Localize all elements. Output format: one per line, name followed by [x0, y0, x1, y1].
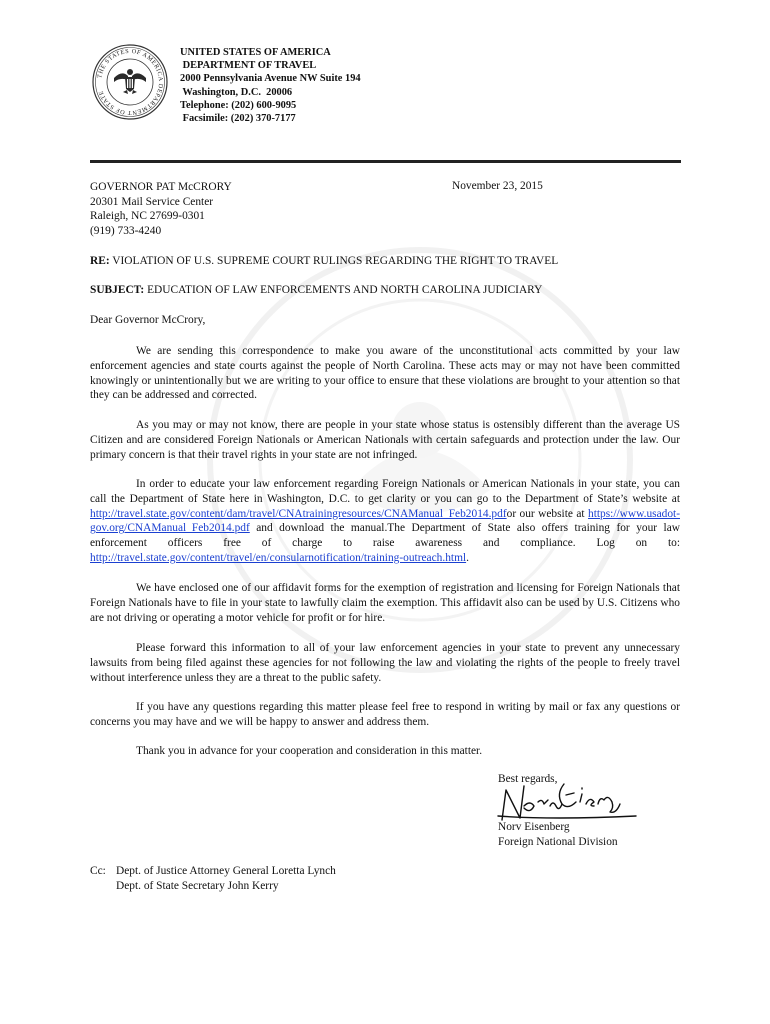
- body-paragraph-7: [90, 744, 680, 759]
- header-divider: [90, 160, 681, 163]
- letterhead-line: Telephone: (202) 600-9095: [180, 99, 297, 111]
- carbon-copy-list: [90, 864, 336, 894]
- subject-label: SUBJECT:: [90, 284, 145, 296]
- re-label: RE:: [90, 255, 110, 267]
- paragraph-text: and download the manual.The Department of State also offers training for your law enforcement officers free of charge to raise awareness and compliance. Log on to:: [90, 522, 680, 550]
- subject-line: [90, 284, 542, 296]
- body-paragraph-5: [90, 641, 680, 685]
- letter-date: November 23, 2015: [452, 180, 543, 192]
- recipient-name: GOVERNOR PAT McCRORY: [90, 181, 232, 193]
- paragraph-text: Please forward this information to all of your law enforcement agencies in your state to prevent any unnecessary lawsuits from being filed against these agencies for not following the law and violating the rights of the people to freely travel without interference unless they are a threat to the public safety.: [90, 642, 680, 684]
- paragraph-text: .: [466, 551, 469, 564]
- recipient-address: [90, 180, 232, 238]
- letterhead-line: UNITED STATES OF AMERICA: [180, 47, 331, 58]
- body-paragraph-3: [90, 477, 680, 566]
- body-paragraph-2: [90, 418, 680, 462]
- paragraph-text: We have enclosed one of our affidavit forms for the exemption of registration and licensing for Foreign Nationals that Foreign Nationals have to file in your state to lawfully claim the exemption. This affidavit also can be used by U.S. Citizens who are not driving or operating a motor vehicle for profit or for hire.: [90, 582, 680, 624]
- salutation: Dear Governor McCrory,: [90, 314, 206, 326]
- paragraph-text: Thank you in advance for your cooperation and consideration in this matter.: [136, 745, 483, 757]
- letterhead-line: Facsimile: (202) 370-7177: [180, 113, 296, 125]
- re-text: VIOLATION OF U.S. SUPREME COURT RULINGS REGARDING THE RIGHT TO TRAVEL: [109, 255, 559, 267]
- recipient-address-line-2: Raleigh, NC 27699-0301: [90, 210, 205, 223]
- body-paragraph-4: [90, 581, 680, 625]
- subject-text: EDUCATION OF LAW ENFORCEMENTS AND NORTH CAROLINA JUDICIARY: [144, 284, 543, 296]
- letterhead-address: [180, 46, 361, 125]
- training-outreach-link[interactable]: http://travel.state.gov/content/travel/en/consularnotification/training-outreach.html: [90, 551, 467, 564]
- cc-recipient-2: Dept. of State Secretary John Kerry: [116, 880, 279, 892]
- usadot-manual-link[interactable]: https://www.usadot-gov.org/CNAManual_Feb2014.pdf: [90, 507, 680, 535]
- recipient-phone: (919) 733-4240: [90, 224, 162, 237]
- cc-label: Cc:: [90, 865, 106, 877]
- seal-text: THE STATES OF AMERICA DEPARTMENT OF STATE: [96, 47, 165, 117]
- paragraph-text: or our website at: [506, 507, 589, 520]
- re-line: [90, 255, 558, 267]
- body-paragraph-1: [90, 344, 680, 403]
- state-dept-manual-link[interactable]: http://travel.state.gov/content/dam/travel/CNAtrainingresources/CNAManual_Feb2014.pdf: [90, 507, 507, 520]
- cc-recipient-1: Dept. of Justice Attorney General Loretta Lynch: [116, 865, 336, 877]
- department-seal-logo: [92, 44, 168, 120]
- paragraph-text: If you have any questions regarding this matter please feel free to respond in writing by mail or fax any questions or concerns you may have and we will be happy to answer and address them.: [90, 701, 680, 728]
- letterhead-line: 2000 Pennsylvania Avenue NW Suite 194: [180, 73, 361, 85]
- signer-name: Norv Eisenberg: [498, 821, 570, 833]
- signer-title: Foreign National Division: [498, 836, 618, 848]
- paragraph-text: As you may or may not know, there are people in your state whose status is ostensibly different than the average US Citizen and are considered Foreign Nationals or American Nationals with certain safeguards and protection under the law. Our primary concern is that their travel rights in your state are not infringed.: [90, 419, 680, 461]
- recipient-address-line-1: 20301 Mail Service Center: [90, 195, 214, 208]
- body-paragraph-6: [90, 700, 680, 730]
- signer-block: [498, 820, 618, 850]
- closing-regards: Best regards,: [498, 773, 558, 785]
- paragraph-text: In order to educate your law enforcement regarding Foreign Nationals or American Nationals in your state, you can call the Department of State here in Washington, D.C. to get clarity or you can go to the Department of State’s website at: [90, 478, 680, 505]
- paragraph-text: We are sending this correspondence to make you aware of the unconstitutional acts committed by your law enforcement agencies and state courts against the people of North Carolina. These acts may or may not have been committed knowingly or unintentionally but we are writing to your office to ensure that these violations are brought to your attention so that they can be addressed and corrected.: [90, 345, 680, 402]
- letterhead-line: DEPARTMENT OF TRAVEL: [180, 60, 317, 72]
- letterhead-line: Washington, D.C. 20006: [180, 86, 293, 98]
